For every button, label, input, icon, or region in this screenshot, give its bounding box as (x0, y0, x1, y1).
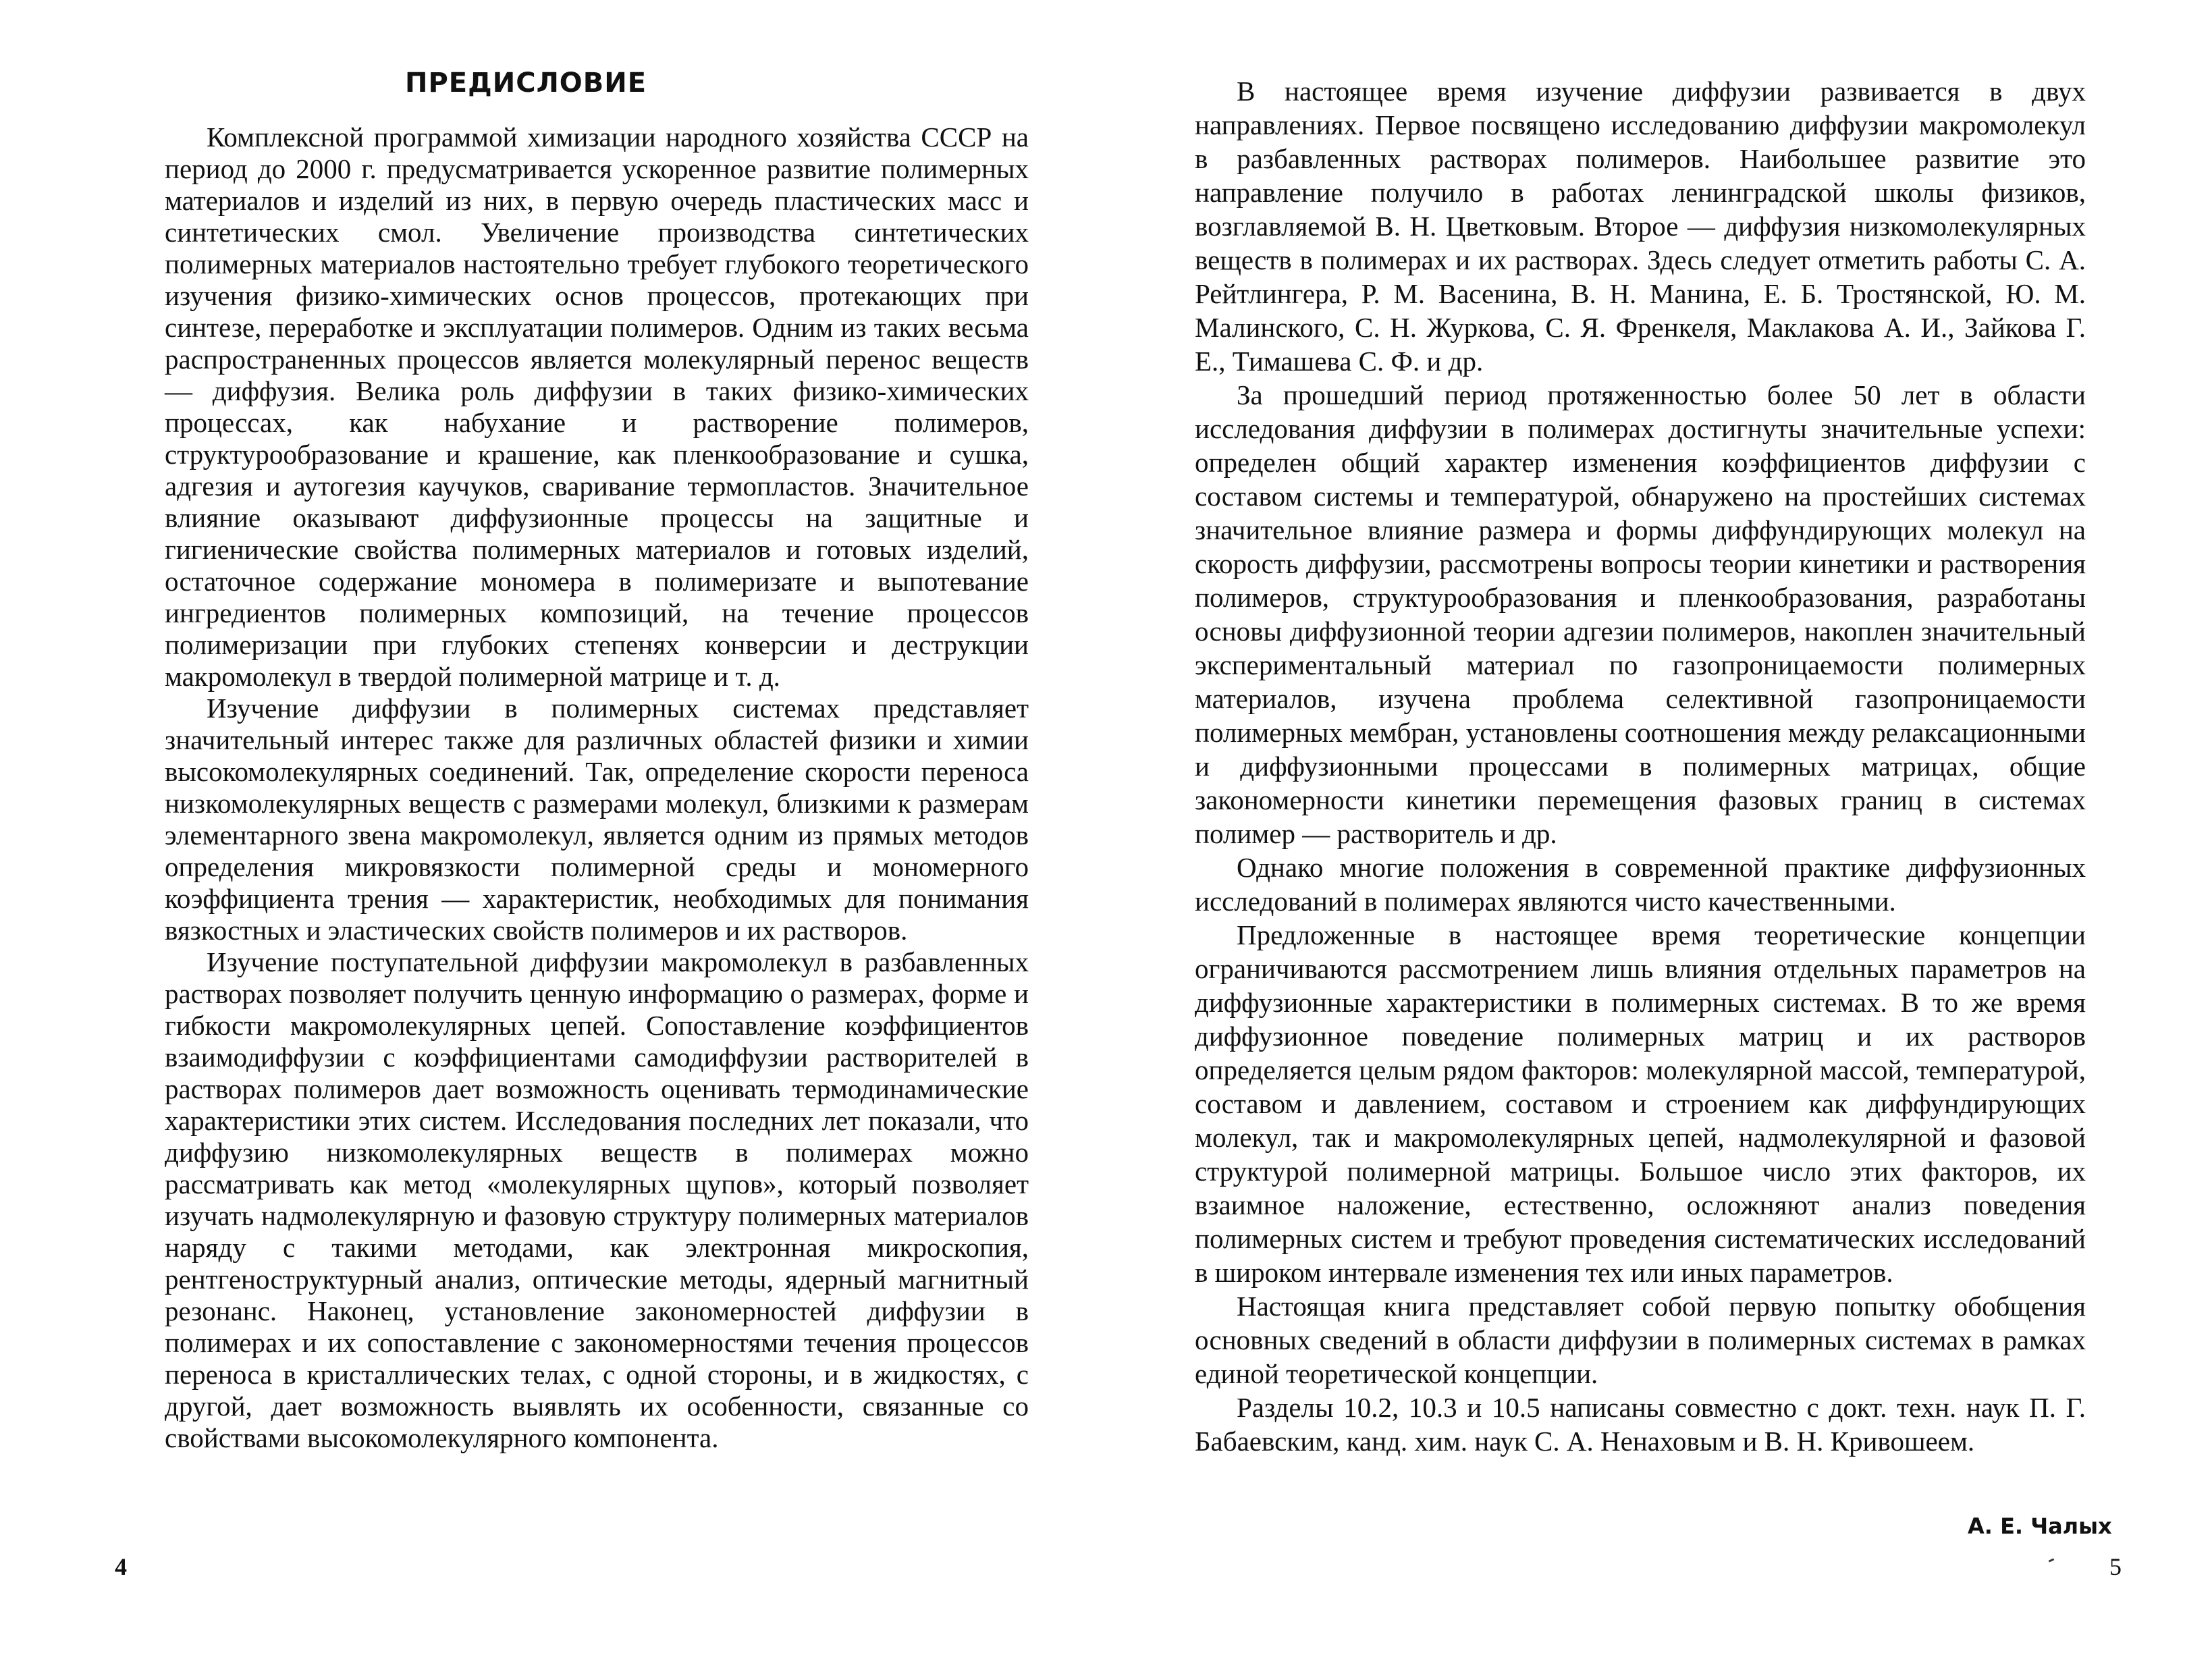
paragraph: Комплексной программой химизации народного хозяйства СССР на период до 2000 г. предусматривается ускоренное развитие полимерных материалов и изделий из них, в первую очередь пластических масс и синтетических смол. Увеличение производства синтетических полимерных материалов настоятельно требует глубокого теоретического изучения физико-химических основ процессов, протекающих при синтезе, переработке и эксплуатации полимеров. Одним из таких весьма распространенных процессов является молекулярный перенос веществ — диффузия. Велика роль диффузии в таких физико-химических процессах, как набухание и растворение полимеров, структурообразование и крашение, как пленкообразование и сушка, адгезия и аутогезия каучуков, сваривание термопластов. Значительное влияние оказывают диффузионные процессы на защитные и гигиенические свойства полимерных материалов и готовых изделий, остаточное содержание мономера в полимеризате и выпотевание ингредиентов полимерных композиций, на течение процессов полимеризации при глубоких степенях конверсии и деструкции макромолекул в твердой полимерной матрице и т. д. (165, 122, 1029, 692)
paragraph: Изучение поступательной диффузии макромолекул в разбавленных растворах позволяет получить ценную информацию о размерах, форме и гибкости макромолекулярных цепей. Сопоставление коэффициентов взаимодиффузии с коэффициентами самодиффузии растворителей в растворах полимеров дает возможность оценивать термодинамические характеристики этих систем. Исследования последних лет показали, что диффузию низкомолекулярных веществ в полимерах можно рассматривать как метод «молекулярных щупов», который позволяет изучать надмолекулярную и фазовую структуру полимерных материалов наряду с такими методами, как электронная микроскопия, рентгеноструктурный анализ, оптические методы, ядерный магнитный резонанс. Наконец, установление закономерностей диффузии в полимерах и их сопоставление с закономерностями течения процессов переноса в кристаллических телах, с одной стороны, и в жидкостях, с другой, дает возможность выявлять их особенности, связанные со свойствами высокомолекулярного компонента. (165, 946, 1029, 1453)
page-heading: ПРЕДИСЛОВИЕ (405, 68, 647, 99)
paragraph: Однако многие положения в современной практике диффузионных исследований в полимерах являются чисто качественными. (1195, 852, 2086, 917)
paragraph: Предложенные в настоящее время теоретические концепции ограничиваются рассмотрением лишь влияния отдельных параметров на диффузионные характеристики в полимерных системах. В то же время диффузионное поведение полимерных матриц и их растворов определяется целым рядом факторов: молекулярной массой, температурой, составом и давлением, составом и строением как диффундирующих молекул, так и макромолекулярных цепей, надмолекулярной и фазовой структурой полимерной матрицы. Большое число этих факторов, их взаимное наложение, естественно, осложняют анализ поведения полимерных систем и требуют проведения систематических исследований в широком интервале изменения тех или иных параметров. (1195, 919, 2086, 1288)
paragraph: Настоящая книга представляет собой первую попытку обобщения основных сведений в области диффузии в полимерных системах в рамках единой теоретической концепции. (1195, 1291, 2086, 1389)
page-number: 5 (2109, 1553, 2122, 1580)
paragraph: За прошедший период протяженностью более 50 лет в области исследования диффузии в полимерах достигнуты значительные успехи: определен общий характер изменения коэффициентов диффузии с составом системы и температурой, обнаружено на простейших системах значительное влияние размера и формы диффундирующих молекул на скорость диффузии, рассмотрены вопросы теории кинетики и растворения полимеров, структурообразования и пленкообразования, разработаны основы диффузионной теории адгезии полимеров, накоплен значительный экспериментальный материал по газопроницаемости полимерных материалов, изучена проблема селективной газопроницаемости полимерных мембран, установлены соотношения между релаксационными и диффузионными процессами в полимерных матрицах, общие закономерности кинетики перемещения фазовых границ в системах полимер — растворитель и др. (1195, 379, 2086, 849)
paragraph: Изучение диффузии в полимерных системах представляет значительный интерес также для различных областей физики и химии высокомолекулярных соединений. Так, определение скорости переноса низкомолекулярных веществ с размерами молекул, близкими к размерам элементарного звена макромолекул, является одним из прямых методов определения микровязкости полимерной среды и мономерного коэффициента трения — характеристик, необходимых для понимания вязкостных и эластических свойств полимеров и их растворов. (165, 693, 1029, 946)
author-signature: А. Е. Чалых (1968, 1513, 2112, 1539)
page-number: 4 (115, 1553, 127, 1580)
right-text-column (1195, 74, 2086, 1458)
left-text-column (165, 122, 1029, 1454)
paragraph: В настоящее время изучение диффузии развивается в двух направлениях. Первое посвящено исследованию диффузии макромолекул в разбавленных растворах полимеров. Наибольшее развитие это направление получило в работах ленинградской школы физиков, возглавляемой В. Н. Цветковым. Второе — диффузия низкомолекулярных веществ в полимерах и их растворах. Здесь следует отметить работы С. А. Рейтлингера, Р. М. Васенина, В. Н. Манина, Е. Б. Тростянской, Ю. М. Малинского, С. Н. Журкова, С. Я. Френкеля, Маклакова А. И., Зайкова Г. Е., Тимашева С. Ф. и др. (1195, 76, 2086, 377)
paragraph: Разделы 10.2, 10.3 и 10.5 написаны совместно с докт. техн. наук П. Г. Бабаевским, канд. хим. наук С. А. Ненаховым и В. Н. Кривошеем. (1195, 1392, 2086, 1457)
right-page (1107, 0, 2212, 1672)
ink-speck (2049, 1558, 2055, 1562)
